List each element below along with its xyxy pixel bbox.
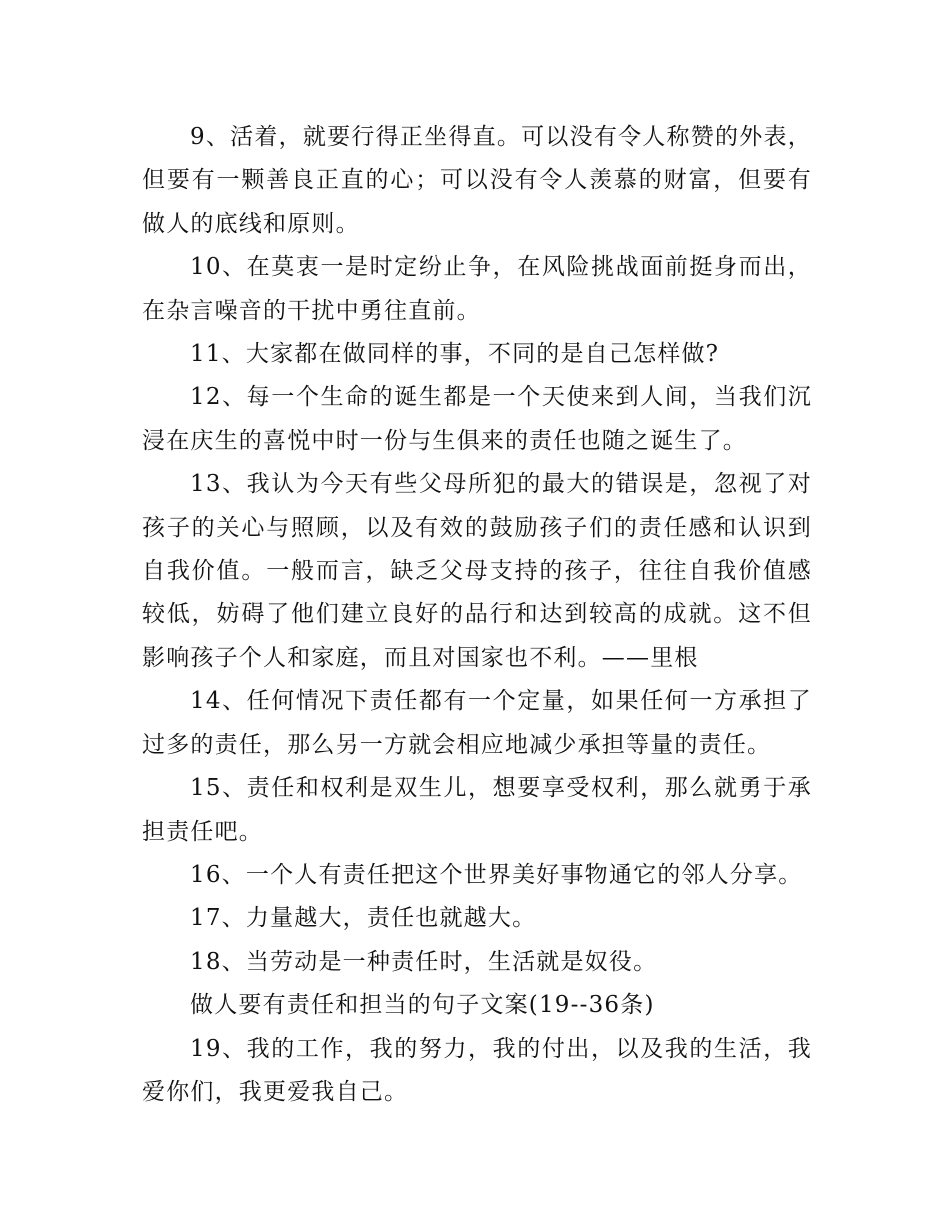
paragraph-13: 13、我认为今天有些父母所犯的最大的错误是，忽视了对孩子的关心与照顾，以及有效的鼓励孩子们的责任感和认识到自我价值。一般而言，缺乏父母支持的孩子，往往自我价值感较低，妨碍了他们建立良好的品行和达到较高的成就。这不但影响孩子个人和家庭，而且对国家也不利。——里根: [142, 471, 812, 671]
paragraph-16: 16、一个人有责任把这个世界美好事物通它的邻人分享。: [190, 861, 803, 888]
paragraph-12: 12、每一个生命的诞生都是一个天使来到人间，当我们沉浸在庆生的喜悦中时一份与生俱来的责任也随之诞生了。: [142, 384, 812, 454]
paragraph-19: 19、我的工作，我的努力，我的付出，以及我的生活，我爱你们，我更爱我自己。: [142, 1035, 812, 1105]
paragraph-15: 15、责任和权利是双生儿，想要享受权利，那么就勇于承担责任吧。: [142, 775, 812, 845]
paragraph-11: 11、大家都在做同样的事，不同的是自己怎样做?: [190, 341, 720, 368]
paragraph-18: 18、当劳动是一种责任时，生活就是奴役。: [190, 948, 658, 975]
paragraph-14: 14、任何情况下责任都有一个定量，如果任何一方承担了过多的责任，那么另一方就会相应地减少承担等量的责任。: [142, 688, 812, 758]
section-heading: 做人要有责任和担当的句子文案(19--36条): [190, 992, 655, 1019]
document-body: [142, 116, 812, 1114]
paragraph-9: 9、活着，就要行得正坐得直。可以没有令人称赞的外表，但要有一颗善良正直的心；可以没有令人羡慕的财富，但要有做人的底线和原则。: [142, 124, 812, 237]
paragraph-17: 17、力量越大，责任也就越大。: [190, 905, 537, 932]
paragraph-10: 10、在莫衷一是时定纷止争，在风险挑战面前挺身而出，在杂言噪音的干扰中勇往直前。: [142, 254, 812, 324]
